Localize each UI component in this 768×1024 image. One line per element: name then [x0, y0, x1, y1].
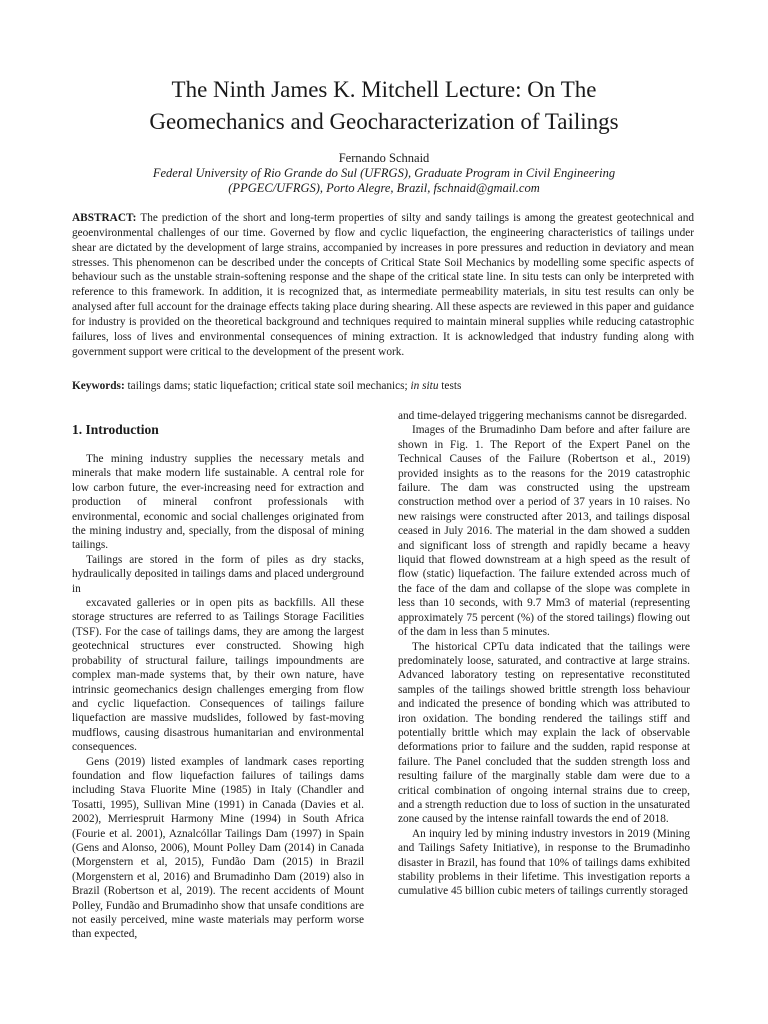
paragraph: Tailings are stored in the form of piles as dry stacks, hydraulically deposited in tailings dams and placed underground in: [72, 553, 364, 595]
affiliation-line-1: Federal University of Rio Grande do Sul (UFRGS), Graduate Program in Civil Engineering: [152, 166, 616, 180]
paragraph: The mining industry supplies the necessary metals and minerals that make modern life sustainable. A central role for low carbon future, the ever-increasing need for extraction and production of mineral confront professionals with environmental, economic and social challenges originated from the mining industry and, specially, from the disposal of mining tailings.: [72, 453, 364, 552]
author-affiliation: [60, 166, 708, 196]
section-heading-introduction: 1. Introduction: [72, 422, 159, 437]
keywords: [72, 379, 694, 394]
right-column: [398, 409, 690, 899]
paragraph: excavated galleries or in open pits as backfills. All these storage structures are referred to as Tailings Storage Facilities (TSF). For the case of tailings dams, they are among the largest geotechnical structures ever constructed. Showing high probability of structural failure, tailings impoundments are complex man-made systems that, by their own nature, have intrinsic geomechanics design challenges emerging from flow and cyclic liquefaction. Consequences of tailings failure liquefaction are massive mudslides, followed by fast-moving mudflows, causing disastrous humanitarian and environmental consequences.: [72, 597, 364, 754]
abstract-label: ABSTRACT:: [72, 212, 137, 224]
keywords-tail: tests: [441, 380, 462, 392]
keywords-italic: in situ: [410, 380, 439, 392]
paper-title: [60, 74, 708, 138]
keywords-text: tailings dams; static liquefaction; critical state soil mechanics;: [127, 380, 408, 392]
left-column: [72, 409, 364, 942]
paragraph: An inquiry led by mining industry investors in 2019 (Mining and Tailings Safety Initiative), in response to the Brumadinho disaster in Brazil, has found that 10% of tailings dams exhibited stability problems in their lifetime. This investigation reports a cumulative 45 billion cubic meters of tailings currently storaged: [398, 827, 690, 898]
title-line-2: Geomechanics and Geocharacterization of Tailings: [149, 109, 619, 134]
paragraph: Images of the Brumadinho Dam before and after failure are shown in Fig. 1. The Report of the Expert Panel on the Technical Causes of the Failure (Robertson et al., 2019) provided insights as to the reasons for the 2019 catastrophic failure. The dam was constructed using the upstream construction method over a period of 37 years in 10 raises. No new raisings were constructed after 2013, and tailings disposal ceased in July 2016. The material in the dam showed a sudden and significant loss of strength and rapidly became a heavy liquid that flowed downstream at a high speed as the result of flow (static) liquefaction. The failure extended across much of the face of the dam and collapse of the slope was complete in less than 10 seconds, with 9.7 Mm3 of material (representing approximately 75 percent (%) of the stored tailings) flowing out of the dam in less than 5 minutes.: [398, 424, 690, 639]
paragraph: and time-delayed triggering mechanisms cannot be disregarded.: [398, 410, 687, 422]
paragraph: The historical CPTu data indicated that the tailings were predominately loose, saturated, and contractive at large strains. Advanced laboratory testing on representative reconstituted samples of the tailings showed brittle strength loss behaviour and indicated the presence of bonding which was attributed to iron oxidation. The bonding rendered the tailings stiff and potentially brittle which may explain the lack of observable deformations prior to failure and the sudden, rapid response at failure. The Panel concluded that the sudden strength loss and resulting failure of the marginally stable dam were due to a critical combination of ongoing internal strains due to creep, and a strength reduction due to loss of suction in the unsaturated zone caused by the intense rainfall towards the end of 2018.: [398, 640, 690, 826]
affiliation-line-2: (PPGEC/UFRGS), Porto Alegre, Brazil, fschnaid@gmail.com: [228, 181, 540, 195]
paragraph: Gens (2019) listed examples of landmark cases reporting foundation and flow liquefaction failures of tailings dams including Stava Fluorite Mine (1985) in Italy (Chandler and Tosatti, 1995), Sullivan Mine (1991) in Canada (Davies et al. 2002), Merriespruit Harmony Mine (1994) in South Africa (Fourie et al. 2001), Aznalcóllar Tailings Dam (1997) in Spain (Gens and Alonso, 2006), Mount Polley Dam (2014) in Canada (Morgenstern et al, 2015), Fundão Dam (2015) in Brazil (Morgenstern et al, 2016) and Brumadinho Dam (2019) also in Brazil (Robertson et al, 2019). The recent accidents of Mount Polley, Fundão and Brumadinho show that unsafe conditions are not easily perceived, mine waste materials may perform worse than expected,: [72, 755, 364, 941]
abstract-text: The prediction of the short and long-term properties of silty and sandy tailings is among the greatest geotechnical and geoenvironmental challenges of our time. Governed by flow and cyclic liquefaction, the engineering characteristics of tailings under shear are dictated by the development of large strains, accompanied by increases in pore pressures and reduction in deviatory and mean stresses. This phenomenon can be described under the concepts of Critical State Soil Mechanics by modelling some specific aspects of behaviour such as the unstable strain-softening response and the shape of the critical state line. In situ tests can only be interpreted with reference to this framework. In addition, it is recognized that, as intermediate permeability materials, in situ test results can only be analysed after full account for the drainage effects taking place during shearing. All these aspects are reviewed in this paper and guidance for industry is provided on the theoretical background and techniques required to maintain mineral supplies while reducing catastrophic failures, loss of lives and environmental consequences of mining extraction. It is acknowledged that industry funding along with government support were critical to the development of the present work.: [72, 212, 694, 358]
keywords-label: Keywords:: [72, 380, 125, 392]
abstract: [72, 211, 694, 359]
title-line-1: The Ninth James K. Mitchell Lecture: On The: [171, 77, 597, 102]
author-name: Fernando Schnaid: [338, 151, 430, 165]
